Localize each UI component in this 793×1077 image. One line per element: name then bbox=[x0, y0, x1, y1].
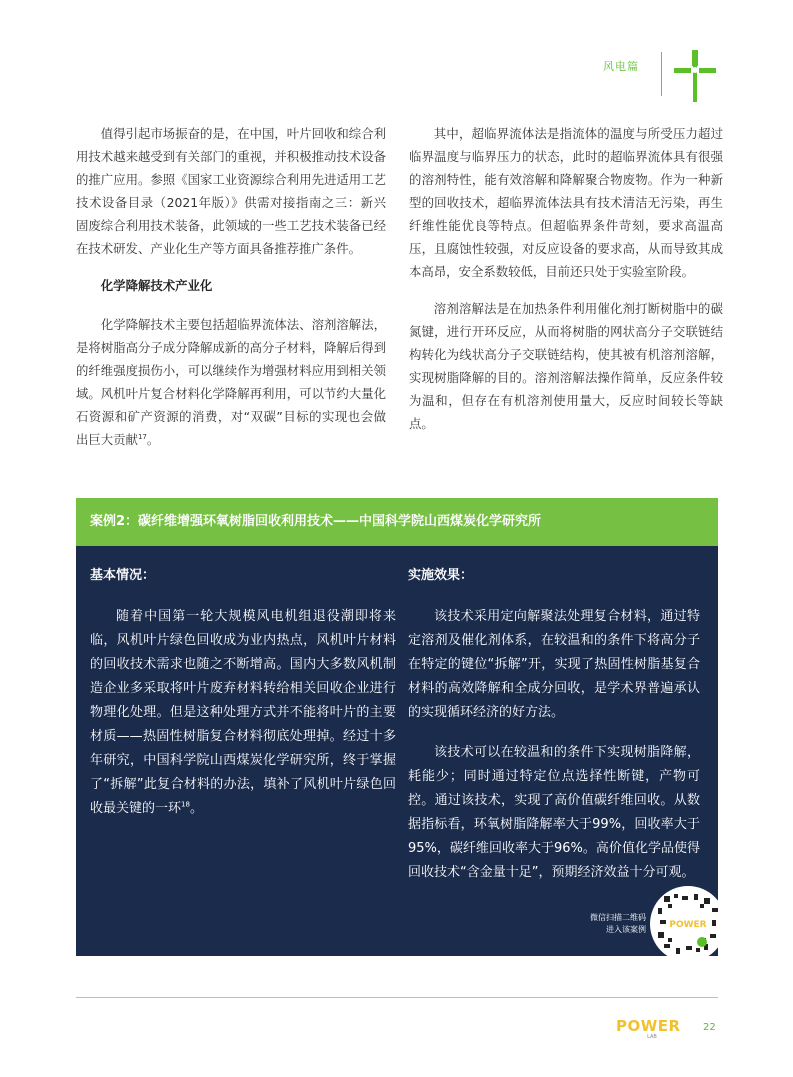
qr-code-icon[interactable] bbox=[650, 886, 726, 962]
svg-text:POWER: POWER bbox=[669, 920, 707, 930]
case-right-paragraph: 该技术采用定向解聚法处理复合材料，通过特定溶剂及催化剂体系，在较温和的条件下将高分子在特定的键位“拆解”开，实现了热固性树脂基复合材料的高效降解和全成分回收，是学术界普遍承认的实现循环经济的好方法。 bbox=[408, 609, 700, 720]
body-paragraph: 值得引起市场振奋的是，在中国，叶片回收和综合利用技术越来越受到有关部门的重视，并积极推动技术设备的推广应用。参照《国家工业资源综合利用先进适用工艺技术设备目录（2021年版）》供需对接指南之三：新兴固废综合利用技术装备，此领域的一些工艺技术装备已经在技术研发、产业化生产等方面具备推荐推广条件。 bbox=[76, 126, 386, 256]
case-left-heading: 基本情况： bbox=[90, 568, 156, 583]
footer-divider bbox=[76, 997, 718, 998]
qr-caption: 微信扫描二维码 进入该案例 bbox=[590, 913, 646, 934]
page-number: 22 bbox=[703, 1022, 716, 1033]
case-title-banner: 案例2：碳纤维增强环氧树脂回收利用技术——中国科学院山西煤炭化学研究所 bbox=[76, 498, 718, 546]
body-paragraph: 其中，超临界流体法是指流体的温度与所受压力超过临界温度与临界压力的状态，此时的超临界流体具有很强的溶剂特性，能有效溶解和降解聚合物废物。作为一种新型的回收技术，超临界流体法具有技术清洁无污染，再生纤维性能优良等特点。但超临界条件苛刻，要求高温高压，且腐蚀性较强，对反应设备的要求高，从而导致其成本高昂，安全系数较低，目前还只处于实验室阶段。 bbox=[409, 126, 723, 279]
wind-turbine-icon bbox=[672, 48, 718, 102]
body-paragraph: 化学降解技术主要包括超临界流体法、溶剂溶解法，是将树脂高分子成分降解成新的高分子材料，降解后得到的纤维强度损伤小，可以继续作为增强材料应用到相关领域。风机叶片复合材料化学降解再利用，可以节约大量化石资源和矿产资源的消费，对“双碳”目标的实现也会做出巨大贡献$^{17}$。 bbox=[76, 317, 386, 447]
right-column bbox=[409, 122, 723, 449]
section-heading: 化学降解技术产业化 bbox=[100, 278, 213, 293]
footnote-ref: 17 bbox=[137, 432, 147, 441]
footnote-ref: 18 bbox=[181, 800, 190, 809]
header-divider bbox=[661, 52, 662, 96]
power-lab-logo: POWER LAB bbox=[616, 1017, 681, 1040]
section-label: 风电篇 bbox=[603, 60, 639, 73]
case-box bbox=[76, 546, 718, 956]
case-background-column bbox=[90, 564, 396, 837]
case-right-heading: 实施效果： bbox=[408, 568, 474, 583]
case-results-column bbox=[408, 564, 700, 901]
body-paragraph: 溶剂溶解法是在加热条件利用催化剂打断树脂中的碳氮键，进行开环反应，从而将树脂的网状高分子交联链结构转化为线状高分子交联链结构，使其被有机溶剂溶解，实现树脂降解的目的。溶剂溶解法操作简单，反应条件较为温和，但存在有机溶剂使用量大，反应时间较长等缺点。 bbox=[409, 301, 723, 431]
left-column bbox=[76, 122, 386, 465]
case-left-paragraph: 随着中国第一轮大规模风电机组退役潮即将来临，风机叶片绿色回收成为业内热点，风机叶片材料的回收技术需求也随之不断增高。国内大多数风机制造企业多采取将叶片废弃材料转给相关回收企业进行物理化处理。但是这种处理方式并不能将叶片的主要材质——热固性树脂复合材料彻底处理掉。经过十多年研究，中国科学院山西煤炭化学研究所，终于掌握了“拆解”此复合材料的办法，填补了风机叶片绿色回收最关键的一环$^{18}$。 bbox=[90, 609, 396, 816]
case-right-paragraph: 该技术可以在较温和的条件下实现树脂降解，耗能少；同时通过特定位点选择性断键，产物可控。通过该技术，实现了高价值碳纤维回收。从数据指标看，环氧树脂降解率大于99%，回收率大于95%，碳纤维回收率大于96%。高价值化学品使得回收技术“含金量十足”，预期经济效益十分可观。 bbox=[408, 745, 700, 880]
